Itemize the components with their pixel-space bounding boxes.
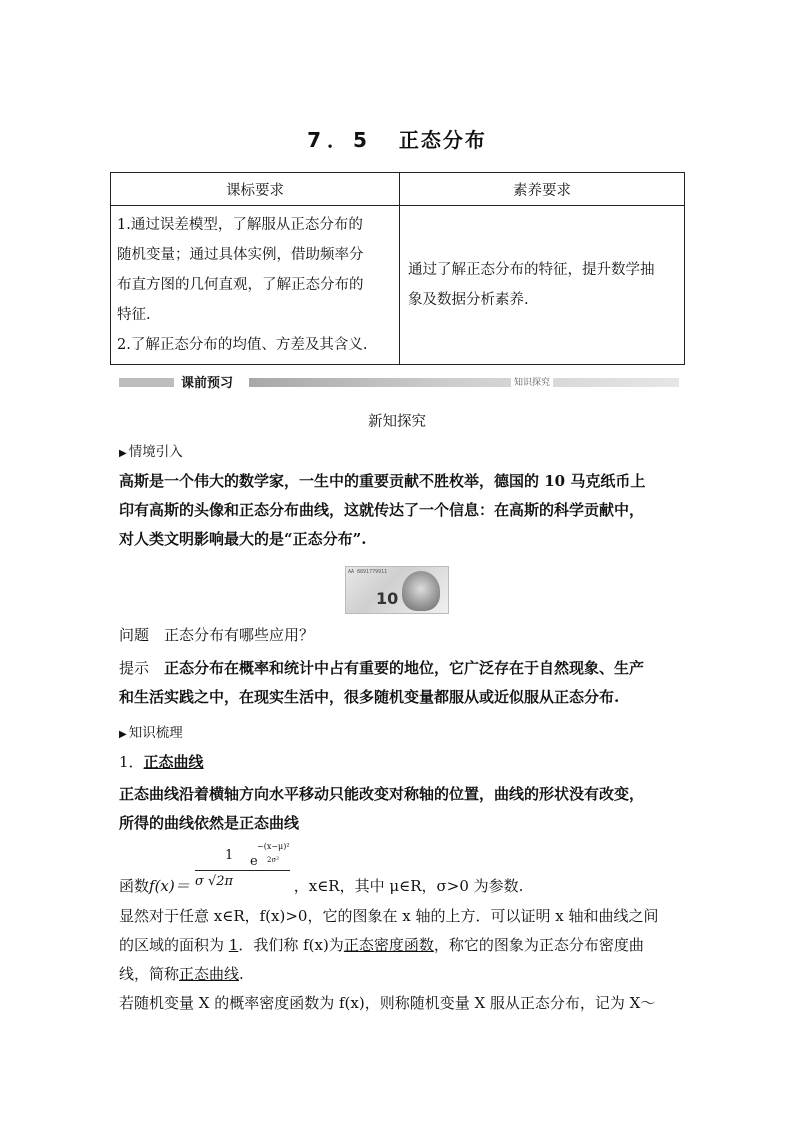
question-label: 问题 (119, 626, 150, 644)
section-marker-knowledge (119, 721, 183, 741)
intro-line: 对人类文明影响最大的是“正态分布”. (119, 530, 367, 548)
header-curriculum: 课标要求 (111, 173, 400, 206)
curriculum-cell (111, 206, 400, 365)
formula-exponent-den: 2σ² (267, 856, 280, 864)
banknote-denomination: 10 (376, 589, 399, 608)
subtitle: 新知探究 (368, 414, 426, 430)
portrait-icon (402, 571, 440, 611)
question-line (119, 621, 684, 650)
formula-line (119, 872, 684, 901)
formula-suffix: ，x∈R，其中 μ∈R，σ>0 为参数. (293, 877, 524, 895)
section-label: 情境引入 (128, 444, 183, 460)
body-text: ．我们称 f(x)为 (238, 936, 344, 954)
body-line: 显然对于任意 x∈R，f(x)>0，它的图象在 x 轴的上方．可以证明 x 轴和曲线之间 (119, 907, 659, 925)
curriculum-line: 1.通过误差模型，了解服从正态分布的 (117, 217, 363, 233)
body-text: . (239, 965, 244, 983)
banner-bar-right (249, 378, 679, 387)
body-line (119, 960, 684, 989)
curve-line: 正态曲线沿着横轴方向水平移动只能改变对称轴的位置，曲线的形状没有改变， (119, 785, 645, 803)
formula-denominator: σ √2π (195, 874, 234, 889)
curve-paragraph (119, 780, 684, 838)
requirements-table (110, 172, 685, 365)
hint-label: 提示 (119, 659, 150, 677)
intro-line: 高斯是一个伟大的数学家，一生中的重要贡献不胜枚举，德国的 10 马克纸币上 (119, 472, 646, 490)
curriculum-line: 布直方图的几何直观，了解正态分布的 (117, 277, 364, 293)
curriculum-line: 随机变量；通过具体实例，借助频率分 (117, 247, 364, 263)
area-value: 1 (228, 936, 239, 954)
fraction-line (195, 870, 290, 871)
literacy-cell (400, 206, 685, 365)
curriculum-line: 2.了解正态分布的均值、方差及其含义. (117, 337, 368, 353)
hint-line: 和生活实践之中，在现实生活中，很多随机变量都服从或近似服从正态分布. (119, 688, 620, 706)
body-text: ，称它的图象为正态分布密度曲 (433, 936, 644, 954)
body-line: 若随机变量 X 的概率密度函数为 f(x)，则称随机变量 X 服从正态分布，记为 X～ (119, 994, 656, 1012)
hint-line: 正态分布在概率和统计中占有重要的地位，它广泛存在于自然现象、生产 (164, 659, 645, 677)
question-text: 正态分布有哪些应用？ (164, 626, 315, 644)
section-number: 7．5 (307, 128, 373, 152)
term-density-function: 正态密度函数 (343, 936, 434, 954)
triangle-icon: ▶ (119, 729, 127, 740)
literacy-line: 象及数据分析素养. (408, 292, 529, 308)
body-text: 线，简称 (119, 965, 180, 983)
body-text: 的区域的面积为 (119, 936, 229, 954)
formula-fx: f(x)＝ (149, 877, 190, 895)
curve-line: 所得的曲线依然是正态曲线 (119, 814, 300, 832)
literacy-line: 通过了解正态分布的特征，提升数学抽 (408, 262, 655, 278)
term-normal-curve: 正态曲线 (179, 965, 240, 983)
formula-numerator: 1 (225, 848, 234, 863)
banknote-serial: AA 8891779911 (348, 569, 388, 575)
heading-text: 正态曲线 (143, 753, 204, 771)
formula-prefix: 函数 (119, 877, 150, 895)
intro-paragraph (119, 467, 684, 554)
formula-exponent: −(x−μ)² (257, 842, 290, 851)
preview-banner (119, 375, 679, 389)
banner-label: 课前预习 (181, 376, 234, 391)
banknote-image (345, 566, 449, 614)
body-line (119, 931, 684, 960)
body-paragraph (119, 902, 684, 1018)
section-label: 知识梳理 (128, 725, 183, 741)
formula-e: e (250, 854, 258, 869)
section-title: 正态分布 (398, 128, 487, 152)
banner-right-label: 知识探究 (511, 375, 553, 388)
section-marker-context (119, 440, 183, 460)
banner-bar-left (119, 378, 174, 387)
curriculum-line: 特征. (117, 307, 151, 323)
heading-number: 1． (119, 753, 144, 771)
intro-line: 印有高斯的头像和正态分布曲线，这就传达了一个信息：在高斯的科学贡献中， (119, 501, 645, 519)
hint-paragraph (119, 654, 684, 712)
heading-normal-curve (119, 748, 684, 777)
triangle-icon: ▶ (119, 448, 127, 459)
page-title (0, 124, 794, 153)
header-literacy: 素养要求 (400, 173, 685, 206)
